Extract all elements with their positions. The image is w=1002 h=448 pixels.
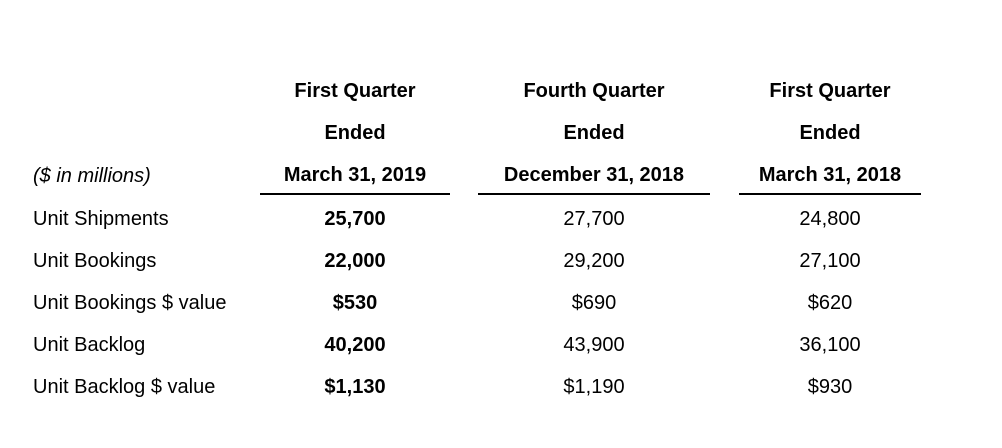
row3-col3-value: $620 [807, 292, 853, 314]
col2-header-line3: December 31, 2018 [503, 164, 685, 186]
row3-col1-value: $530 [332, 292, 378, 314]
col1-header-line3: March 31, 2019 [283, 164, 427, 186]
col1-header-line2: Ended [324, 122, 386, 144]
row1-col2-value: 27,700 [563, 208, 625, 230]
col3-header-line1: First Quarter [769, 80, 891, 102]
row-label-unit-bookings-value: Unit Bookings $ value [33, 292, 227, 314]
row-label-unit-backlog-value: Unit Backlog $ value [33, 376, 216, 398]
col2-header-line2: Ended [563, 122, 625, 144]
row2-col3-value: 27,100 [799, 250, 861, 272]
row4-col2-value: 43,900 [563, 334, 625, 356]
row-label-unit-bookings: Unit Bookings [33, 250, 157, 272]
row-label-unit-shipments: Unit Shipments [33, 208, 169, 230]
row2-col2-value: 29,200 [563, 250, 625, 272]
col3-header-rule [739, 193, 921, 195]
row1-col1-value: 25,700 [324, 208, 386, 230]
col1-header-line1: First Quarter [294, 80, 416, 102]
row4-col1-value: 40,200 [324, 334, 386, 356]
row1-col3-value: 24,800 [799, 208, 861, 230]
row4-col3-value: 36,100 [799, 334, 861, 356]
row5-col3-value: $930 [807, 376, 853, 398]
row5-col2-value: $1,190 [563, 376, 625, 398]
row3-col2-value: $690 [571, 292, 617, 314]
col3-header-line3: March 31, 2018 [758, 164, 902, 186]
col2-header-line1: Fourth Quarter [523, 80, 665, 102]
col3-header-line2: Ended [799, 122, 861, 144]
row-label-unit-backlog: Unit Backlog [33, 334, 146, 356]
row2-col1-value: 22,000 [324, 250, 386, 272]
row5-col1-value: $1,130 [324, 376, 386, 398]
unit-label: ($ in millions) [33, 165, 151, 187]
col2-header-rule [478, 193, 710, 195]
col1-header-rule [260, 193, 450, 195]
